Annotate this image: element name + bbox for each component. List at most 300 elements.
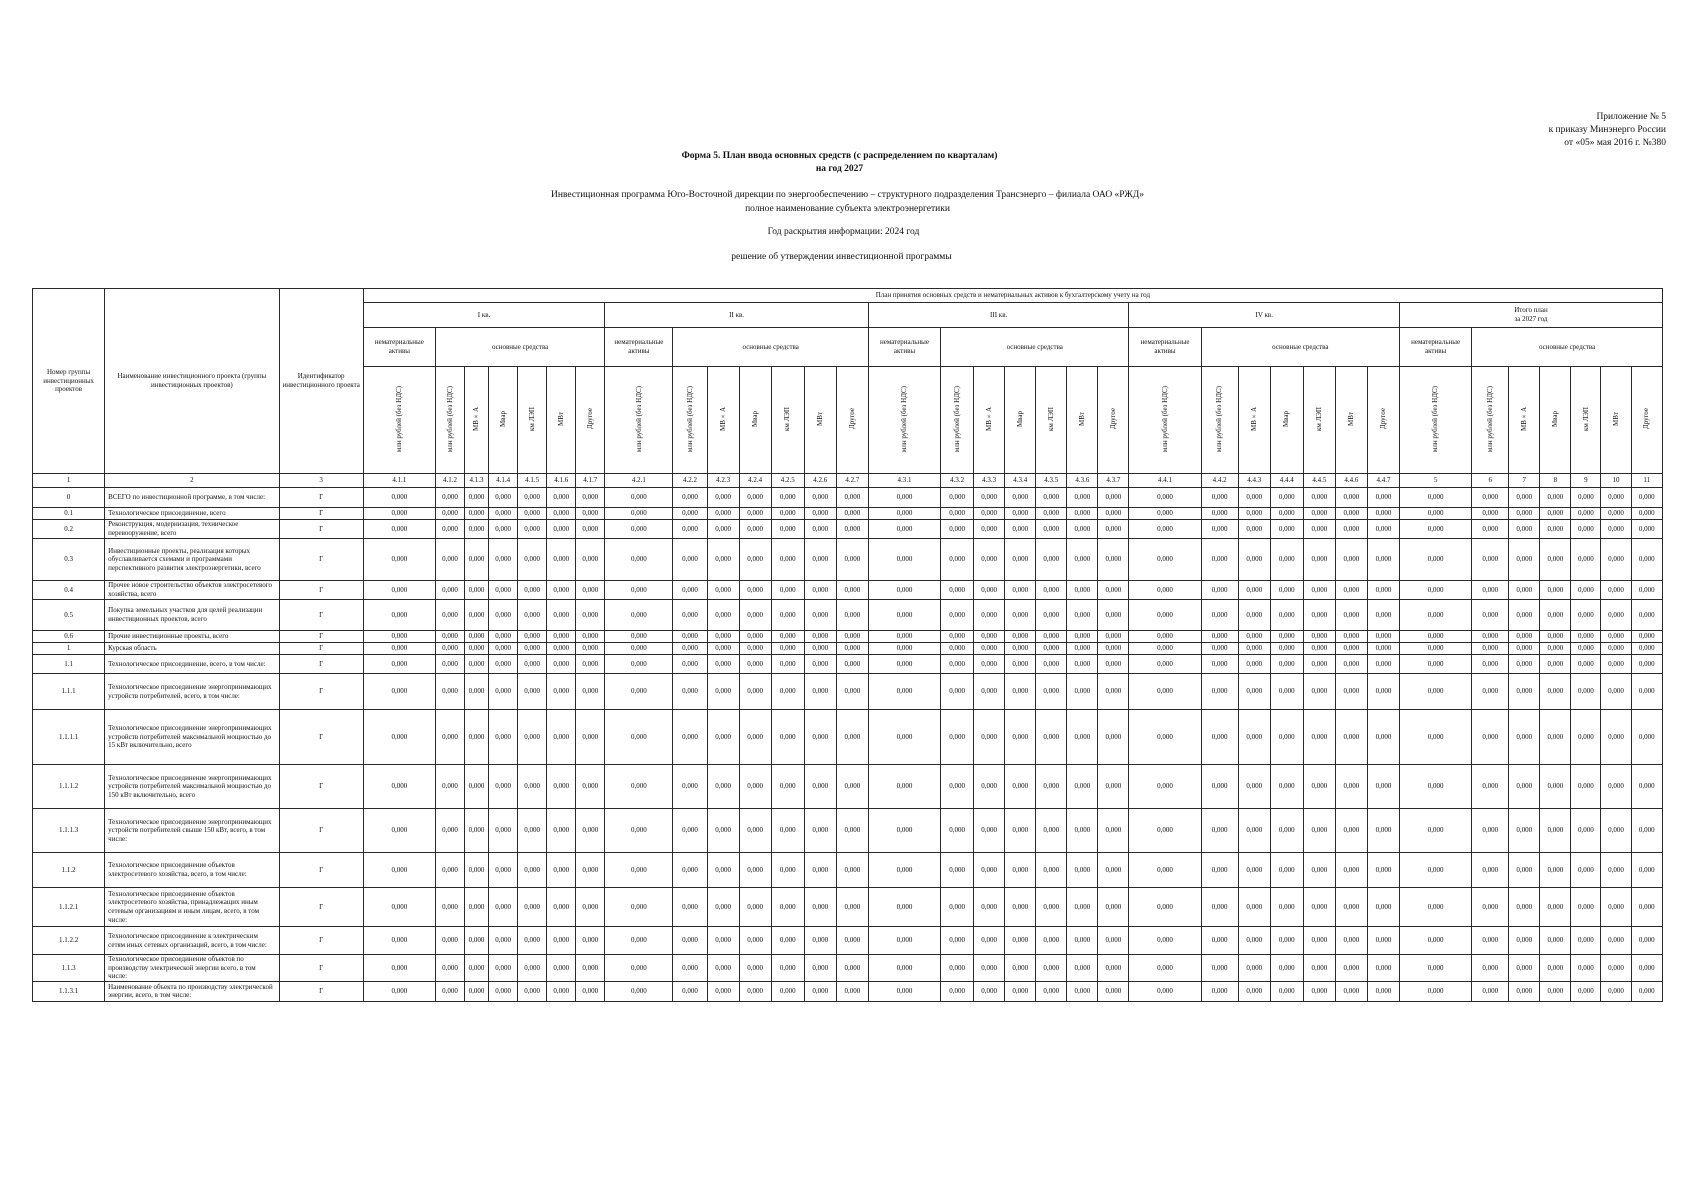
- header-unit-label: Мвар: [1282, 410, 1291, 427]
- value-cell: 0,000: [576, 488, 605, 508]
- column-number: 4.4.6: [1335, 474, 1367, 488]
- header-unit-label: млн рублей (без НДС): [634, 385, 643, 452]
- value-cell: 0,000: [1201, 643, 1238, 655]
- value-cell: 0,000: [836, 581, 868, 600]
- row-identifier: Г: [279, 600, 363, 631]
- form-year: на год 2027: [815, 164, 864, 174]
- value-cell: 0,000: [1367, 853, 1399, 888]
- value-cell: 0,000: [1335, 927, 1367, 955]
- value-cell: 0,000: [435, 888, 464, 927]
- row-number: 0: [33, 488, 105, 508]
- value-cell: 0,000: [1270, 631, 1303, 643]
- value-cell: 0,000: [465, 710, 489, 765]
- value-cell: 0,000: [1005, 674, 1036, 710]
- header-unit-label: млн рублей (без НДС): [900, 385, 909, 452]
- column-number: 4.4.2: [1201, 474, 1238, 488]
- header-fixed-assets: основные средства: [1472, 328, 1663, 367]
- table-row: [33, 927, 1663, 955]
- value-cell: 0,000: [941, 674, 974, 710]
- table-row: [33, 539, 1663, 581]
- value-cell: 0,000: [1238, 955, 1270, 982]
- program-block: [0, 188, 1695, 216]
- value-cell: 0,000: [673, 488, 707, 508]
- value-cell: 0,000: [518, 508, 547, 520]
- header-unit: [1303, 367, 1335, 474]
- value-cell: 0,000: [1367, 655, 1399, 674]
- value-cell: 0,000: [489, 655, 518, 674]
- value-cell: 0,000: [1631, 488, 1662, 508]
- header-unit: [1036, 367, 1067, 474]
- value-cell: 0,000: [836, 643, 868, 655]
- value-cell: 0,000: [547, 508, 576, 520]
- header-fixed-assets: основные средства: [435, 328, 604, 367]
- value-cell: 0,000: [707, 520, 739, 539]
- value-cell: 0,000: [1367, 488, 1399, 508]
- value-cell: 0,000: [435, 600, 464, 631]
- value-cell: 0,000: [1571, 520, 1601, 539]
- value-cell: 0,000: [1098, 927, 1129, 955]
- value-cell: 0,000: [673, 888, 707, 927]
- value-cell: 0,000: [707, 488, 739, 508]
- value-cell: 0,000: [941, 888, 974, 927]
- value-cell: 0,000: [1571, 488, 1601, 508]
- value-cell: 0,000: [868, 888, 940, 927]
- value-cell: 0,000: [605, 643, 673, 655]
- header-unit-label: Мвар: [1015, 410, 1024, 427]
- row-number: 1: [33, 643, 105, 655]
- value-cell: 0,000: [1400, 488, 1472, 508]
- value-cell: 0,000: [1571, 643, 1601, 655]
- table-row: [33, 488, 1663, 508]
- value-cell: 0,000: [1067, 581, 1098, 600]
- value-cell: 0,000: [974, 539, 1005, 581]
- value-cell: 0,000: [1270, 927, 1303, 955]
- table-row: [33, 888, 1663, 927]
- value-cell: 0,000: [1631, 853, 1662, 888]
- header-unit: [739, 367, 771, 474]
- value-cell: 0,000: [363, 927, 435, 955]
- value-cell: 0,000: [673, 710, 707, 765]
- value-cell: 0,000: [804, 600, 836, 631]
- value-cell: 0,000: [1367, 888, 1399, 927]
- value-cell: 0,000: [836, 710, 868, 765]
- value-cell: 0,000: [1238, 539, 1270, 581]
- value-cell: 0,000: [673, 581, 707, 600]
- value-cell: 0,000: [1067, 853, 1098, 888]
- header-unit: [771, 367, 804, 474]
- value-cell: 0,000: [739, 710, 771, 765]
- value-cell: 0,000: [868, 643, 940, 655]
- value-cell: 0,000: [707, 888, 739, 927]
- table-row: [33, 508, 1663, 520]
- header-unit-label: км ЛЭП: [1046, 406, 1055, 431]
- row-number: 0.1: [33, 508, 105, 520]
- value-cell: 0,000: [1540, 981, 1571, 1001]
- value-cell: 0,000: [1601, 853, 1631, 888]
- value-cell: 0,000: [1335, 674, 1367, 710]
- value-cell: 0,000: [1509, 927, 1540, 955]
- value-cell: 0,000: [974, 765, 1005, 809]
- value-cell: 0,000: [941, 488, 974, 508]
- header-unit: [868, 367, 940, 474]
- header-unit-label: Мвар: [1551, 410, 1560, 427]
- value-cell: 0,000: [1303, 809, 1335, 853]
- header-unit: [1129, 367, 1201, 474]
- value-cell: 0,000: [739, 853, 771, 888]
- header-unit-label: МВ×А: [1249, 406, 1258, 431]
- value-cell: 0,000: [489, 955, 518, 982]
- column-number: 4.1.7: [576, 474, 605, 488]
- value-cell: 0,000: [1270, 643, 1303, 655]
- value-cell: 0,000: [868, 600, 940, 631]
- column-number: 4.3.3: [974, 474, 1005, 488]
- column-number: 4.3.5: [1036, 474, 1067, 488]
- value-cell: 0,000: [1571, 508, 1601, 520]
- value-cell: 0,000: [1472, 539, 1509, 581]
- header-unit-label: Другое: [585, 408, 594, 430]
- value-cell: 0,000: [547, 655, 576, 674]
- value-cell: 0,000: [1098, 765, 1129, 809]
- value-cell: 0,000: [974, 643, 1005, 655]
- value-cell: 0,000: [868, 631, 940, 643]
- value-cell: 0,000: [1238, 655, 1270, 674]
- value-cell: 0,000: [1472, 927, 1509, 955]
- value-cell: 0,000: [435, 927, 464, 955]
- value-cell: 0,000: [435, 809, 464, 853]
- value-cell: 0,000: [1238, 674, 1270, 710]
- value-cell: 0,000: [1238, 927, 1270, 955]
- value-cell: 0,000: [868, 539, 940, 581]
- value-cell: 0,000: [1098, 488, 1129, 508]
- value-cell: 0,000: [941, 765, 974, 809]
- value-cell: 0,000: [673, 643, 707, 655]
- value-cell: 0,000: [435, 853, 464, 888]
- value-cell: 0,000: [489, 809, 518, 853]
- value-cell: 0,000: [1571, 888, 1601, 927]
- value-cell: 0,000: [1303, 520, 1335, 539]
- value-cell: 0,000: [1400, 581, 1472, 600]
- value-cell: 0,000: [576, 853, 605, 888]
- value-cell: 0,000: [1005, 765, 1036, 809]
- row-number: 1.1: [33, 655, 105, 674]
- decision-line: решение об утверждении инвестиционной программы: [731, 252, 952, 262]
- value-cell: 0,000: [1005, 955, 1036, 982]
- value-cell: 0,000: [1238, 643, 1270, 655]
- value-cell: 0,000: [1540, 674, 1571, 710]
- value-cell: 0,000: [547, 809, 576, 853]
- value-cell: 0,000: [836, 927, 868, 955]
- value-cell: 0,000: [1303, 674, 1335, 710]
- value-cell: 0,000: [1036, 674, 1067, 710]
- value-cell: 0,000: [1335, 853, 1367, 888]
- header-unit: [941, 367, 974, 474]
- value-cell: 0,000: [435, 488, 464, 508]
- value-cell: 0,000: [836, 655, 868, 674]
- plan-table: [32, 288, 1663, 1002]
- value-cell: 0,000: [1631, 927, 1662, 955]
- annex-line-1: Приложение № 5: [1596, 112, 1666, 122]
- header-unit: [1571, 367, 1601, 474]
- value-cell: 0,000: [1540, 853, 1571, 888]
- row-identifier: Г: [279, 520, 363, 539]
- value-cell: 0,000: [1005, 981, 1036, 1001]
- header-unit: [1540, 367, 1571, 474]
- value-cell: 0,000: [1067, 765, 1098, 809]
- value-cell: 0,000: [1540, 927, 1571, 955]
- value-cell: 0,000: [547, 927, 576, 955]
- value-cell: 0,000: [489, 539, 518, 581]
- value-cell: 0,000: [673, 809, 707, 853]
- value-cell: 0,000: [1303, 600, 1335, 631]
- value-cell: 0,000: [1509, 765, 1540, 809]
- value-cell: 0,000: [941, 655, 974, 674]
- header-unit-label: МВт: [1347, 411, 1356, 426]
- table-row: [33, 600, 1663, 631]
- value-cell: 0,000: [1601, 809, 1631, 853]
- value-cell: 0,000: [1335, 488, 1367, 508]
- value-cell: 0,000: [804, 508, 836, 520]
- value-cell: 0,000: [1601, 581, 1631, 600]
- table-row: [33, 643, 1663, 655]
- value-cell: 0,000: [465, 508, 489, 520]
- value-cell: 0,000: [1201, 981, 1238, 1001]
- value-cell: 0,000: [974, 853, 1005, 888]
- value-cell: 0,000: [941, 955, 974, 982]
- value-cell: 0,000: [435, 539, 464, 581]
- value-cell: 0,000: [1067, 674, 1098, 710]
- table-row: [33, 809, 1663, 853]
- value-cell: 0,000: [941, 581, 974, 600]
- value-cell: 0,000: [673, 765, 707, 809]
- value-cell: 0,000: [1472, 508, 1509, 520]
- value-cell: 0,000: [1472, 488, 1509, 508]
- value-cell: 0,000: [1201, 508, 1238, 520]
- value-cell: 0,000: [1067, 539, 1098, 581]
- value-cell: 0,000: [1601, 600, 1631, 631]
- value-cell: 0,000: [1270, 710, 1303, 765]
- value-cell: 0,000: [547, 888, 576, 927]
- value-cell: 0,000: [1540, 710, 1571, 765]
- value-cell: 0,000: [1631, 655, 1662, 674]
- value-cell: 0,000: [605, 508, 673, 520]
- value-cell: 0,000: [836, 520, 868, 539]
- value-cell: 0,000: [1472, 631, 1509, 643]
- value-cell: 0,000: [1472, 643, 1509, 655]
- value-cell: 0,000: [465, 581, 489, 600]
- value-cell: 0,000: [707, 927, 739, 955]
- row-identifier: Г: [279, 674, 363, 710]
- value-cell: 0,000: [489, 488, 518, 508]
- value-cell: 0,000: [771, 809, 804, 853]
- value-cell: 0,000: [1129, 508, 1201, 520]
- value-cell: 0,000: [1472, 955, 1509, 982]
- value-cell: 0,000: [489, 643, 518, 655]
- value-cell: 0,000: [518, 631, 547, 643]
- value-cell: 0,000: [739, 600, 771, 631]
- value-cell: 0,000: [1098, 520, 1129, 539]
- value-cell: 0,000: [1005, 655, 1036, 674]
- value-cell: 0,000: [804, 981, 836, 1001]
- value-cell: 0,000: [1098, 981, 1129, 1001]
- value-cell: 0,000: [771, 600, 804, 631]
- value-cell: 0,000: [868, 955, 940, 982]
- value-cell: 0,000: [1571, 765, 1601, 809]
- value-cell: 0,000: [576, 888, 605, 927]
- value-cell: 0,000: [547, 981, 576, 1001]
- value-cell: 0,000: [547, 710, 576, 765]
- value-cell: 0,000: [1238, 809, 1270, 853]
- value-cell: 0,000: [1540, 600, 1571, 631]
- value-cell: 0,000: [941, 927, 974, 955]
- value-cell: 0,000: [1631, 809, 1662, 853]
- value-cell: 0,000: [605, 710, 673, 765]
- value-cell: 0,000: [1005, 508, 1036, 520]
- value-cell: 0,000: [1540, 508, 1571, 520]
- value-cell: 0,000: [363, 488, 435, 508]
- value-cell: 0,000: [1129, 488, 1201, 508]
- column-number: 4.2.1: [605, 474, 673, 488]
- value-cell: 0,000: [1367, 765, 1399, 809]
- value-cell: 0,000: [547, 600, 576, 631]
- value-cell: 0,000: [1067, 520, 1098, 539]
- column-number: 5: [1400, 474, 1472, 488]
- value-cell: 0,000: [868, 809, 940, 853]
- form-title: Форма 5. План ввода основных средств (с распределением по кварталам): [681, 151, 998, 161]
- value-cell: 0,000: [771, 631, 804, 643]
- value-cell: 0,000: [1540, 631, 1571, 643]
- row-identifier: Г: [279, 981, 363, 1001]
- value-cell: 0,000: [363, 888, 435, 927]
- value-cell: 0,000: [1303, 765, 1335, 809]
- header-unit-label: МВт: [1611, 411, 1620, 426]
- value-cell: 0,000: [1571, 927, 1601, 955]
- program-subtitle: полное наименование субъекта электроэнергетики: [745, 204, 950, 214]
- value-cell: 0,000: [1335, 508, 1367, 520]
- value-cell: 0,000: [605, 981, 673, 1001]
- value-cell: 0,000: [489, 888, 518, 927]
- value-cell: 0,000: [1400, 888, 1472, 927]
- value-cell: 0,000: [1571, 981, 1601, 1001]
- value-cell: 0,000: [605, 853, 673, 888]
- value-cell: 0,000: [1238, 520, 1270, 539]
- header-unit-label: млн рублей (без НДС): [1160, 385, 1169, 452]
- value-cell: 0,000: [1335, 809, 1367, 853]
- value-cell: 0,000: [836, 853, 868, 888]
- value-cell: 0,000: [1129, 674, 1201, 710]
- header-unit: [1270, 367, 1303, 474]
- row-identifier: Г: [279, 809, 363, 853]
- value-cell: 0,000: [1238, 508, 1270, 520]
- value-cell: 0,000: [1005, 631, 1036, 643]
- header-unit: [1509, 367, 1540, 474]
- value-cell: 0,000: [1129, 631, 1201, 643]
- value-cell: 0,000: [1335, 600, 1367, 631]
- value-cell: 0,000: [1335, 888, 1367, 927]
- column-number: 4.2.3: [707, 474, 739, 488]
- value-cell: 0,000: [1270, 600, 1303, 631]
- value-cell: 0,000: [1036, 710, 1067, 765]
- row-name: ВСЕГО по инвестиционной программе, в том числе:: [105, 488, 279, 508]
- value-cell: 0,000: [1238, 765, 1270, 809]
- value-cell: 0,000: [974, 710, 1005, 765]
- value-cell: 0,000: [1098, 539, 1129, 581]
- value-cell: 0,000: [1400, 981, 1472, 1001]
- value-cell: 0,000: [1631, 955, 1662, 982]
- value-cell: 0,000: [1335, 520, 1367, 539]
- row-name: Технологическое присоединение, всего, в том числе:: [105, 655, 279, 674]
- value-cell: 0,000: [1367, 809, 1399, 853]
- column-number: 1: [33, 474, 105, 488]
- value-cell: 0,000: [868, 981, 940, 1001]
- value-cell: 0,000: [804, 643, 836, 655]
- value-cell: 0,000: [605, 674, 673, 710]
- value-cell: 0,000: [518, 520, 547, 539]
- value-cell: 0,000: [1238, 981, 1270, 1001]
- value-cell: 0,000: [1005, 643, 1036, 655]
- value-cell: 0,000: [1098, 655, 1129, 674]
- value-cell: 0,000: [1005, 539, 1036, 581]
- value-cell: 0,000: [576, 539, 605, 581]
- value-cell: 0,000: [1067, 488, 1098, 508]
- row-identifier: Г: [279, 539, 363, 581]
- value-cell: 0,000: [465, 765, 489, 809]
- value-cell: 0,000: [518, 955, 547, 982]
- value-cell: 0,000: [1067, 655, 1098, 674]
- value-cell: 0,000: [974, 981, 1005, 1001]
- value-cell: 0,000: [489, 520, 518, 539]
- value-cell: 0,000: [547, 488, 576, 508]
- header-unit: [435, 367, 464, 474]
- value-cell: 0,000: [1601, 765, 1631, 809]
- value-cell: 0,000: [673, 508, 707, 520]
- value-cell: 0,000: [1472, 888, 1509, 927]
- value-cell: 0,000: [804, 927, 836, 955]
- row-identifier: Г: [279, 508, 363, 520]
- value-cell: 0,000: [804, 809, 836, 853]
- header-unit: [1201, 367, 1238, 474]
- value-cell: 0,000: [605, 809, 673, 853]
- header-q4: IV кв.: [1129, 303, 1400, 328]
- value-cell: 0,000: [1129, 643, 1201, 655]
- value-cell: 0,000: [1367, 674, 1399, 710]
- value-cell: 0,000: [1036, 809, 1067, 853]
- value-cell: 0,000: [673, 520, 707, 539]
- row-name: Наименование объекта по производству электрической энергии, всего, в том числе:: [105, 981, 279, 1001]
- value-cell: 0,000: [1571, 955, 1601, 982]
- value-cell: 0,000: [836, 981, 868, 1001]
- value-cell: 0,000: [1036, 581, 1067, 600]
- value-cell: 0,000: [518, 710, 547, 765]
- row-identifier: Г: [279, 581, 363, 600]
- column-number: 7: [1509, 474, 1540, 488]
- value-cell: 0,000: [1201, 927, 1238, 955]
- row-number: 1.1.1: [33, 674, 105, 710]
- value-cell: 0,000: [804, 888, 836, 927]
- value-cell: 0,000: [465, 981, 489, 1001]
- value-cell: 0,000: [1238, 600, 1270, 631]
- table-row: [33, 520, 1663, 539]
- value-cell: 0,000: [771, 888, 804, 927]
- value-cell: 0,000: [1540, 955, 1571, 982]
- value-cell: 0,000: [974, 655, 1005, 674]
- value-cell: 0,000: [1367, 581, 1399, 600]
- value-cell: 0,000: [1540, 643, 1571, 655]
- value-cell: 0,000: [771, 508, 804, 520]
- column-number: 4.4.3: [1238, 474, 1270, 488]
- value-cell: 0,000: [605, 765, 673, 809]
- value-cell: 0,000: [1400, 508, 1472, 520]
- value-cell: 0,000: [1335, 643, 1367, 655]
